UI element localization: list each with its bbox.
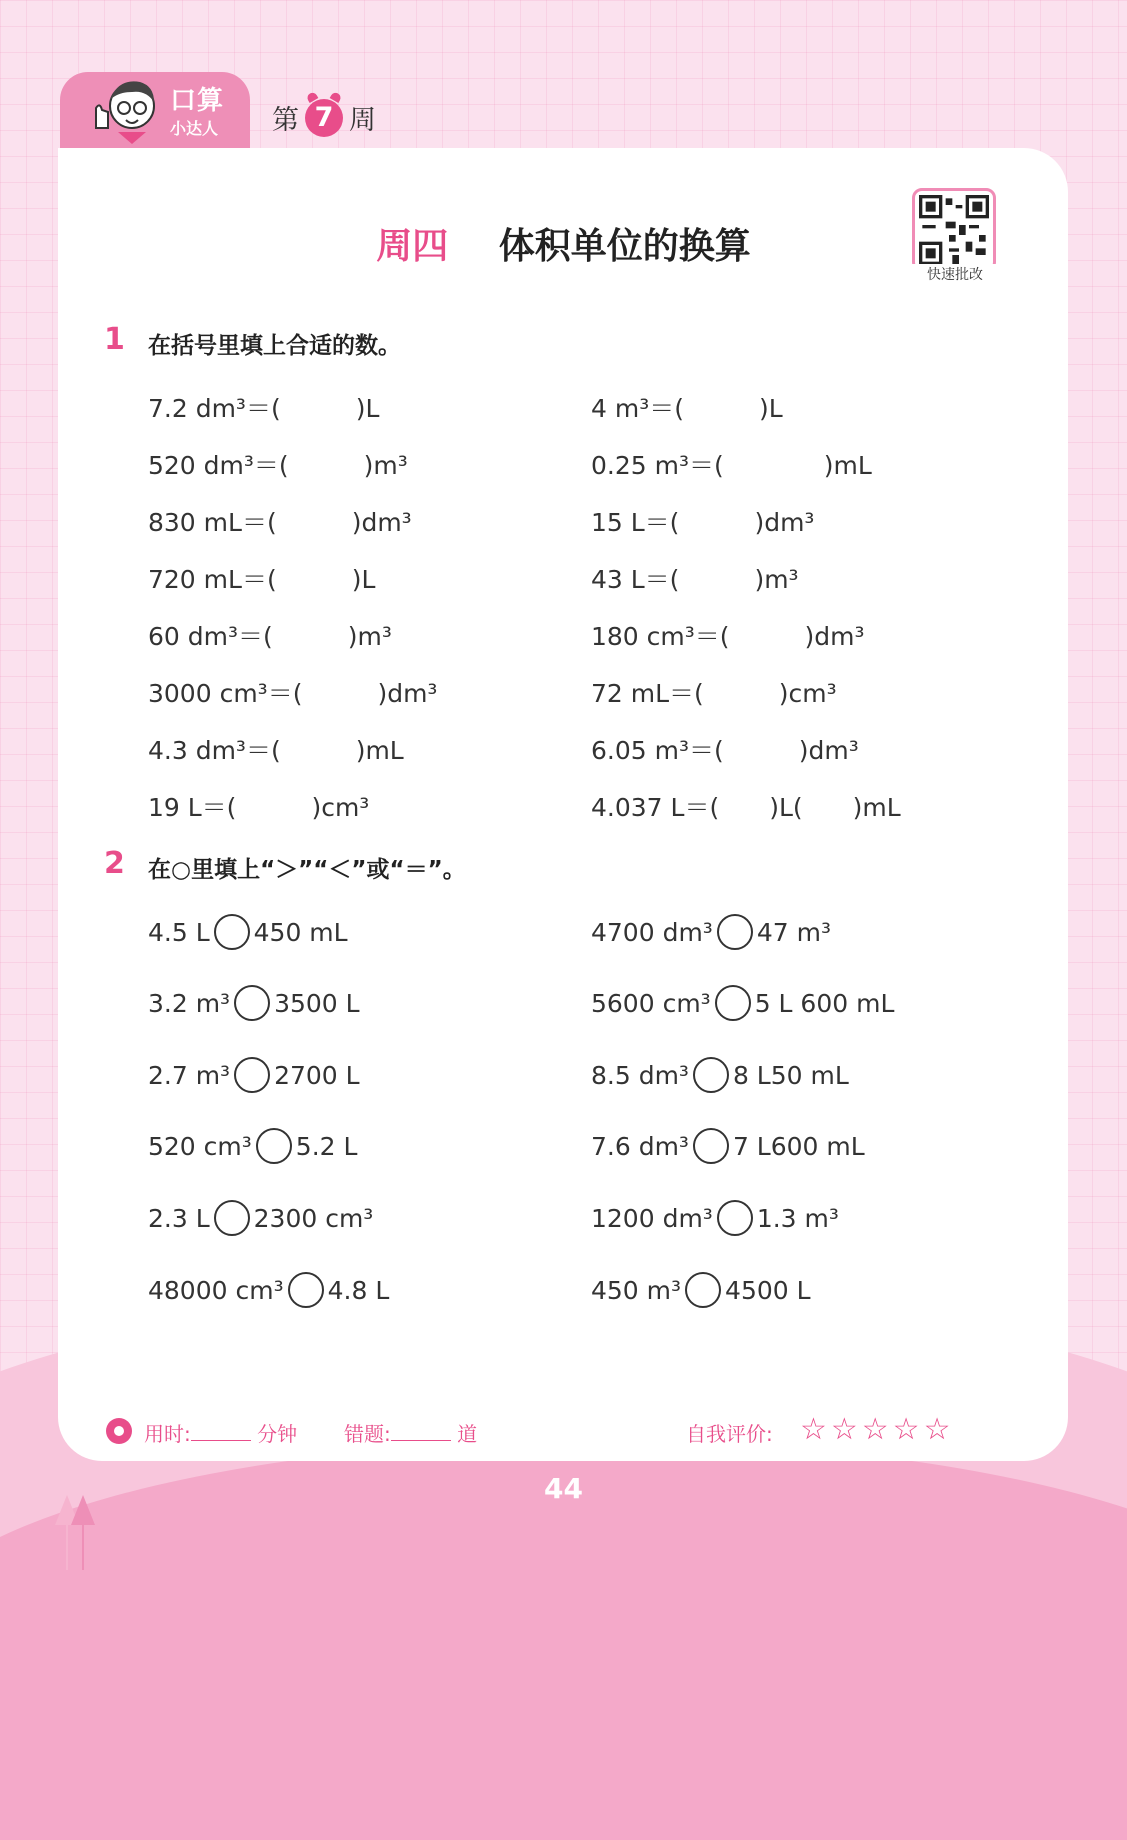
compare-right-value: 4500 L (725, 1275, 811, 1305)
compare-right-value: 450 mL (253, 917, 348, 947)
compare-left-value: 2.7 m³ (148, 1060, 231, 1090)
week-suffix: 周 (349, 105, 376, 136)
tree-icon (55, 1495, 105, 1570)
compare-exercise (591, 1272, 811, 1308)
fill-blank-exercise[interactable]: 720 mL＝( )L (148, 565, 376, 594)
compare-exercise (148, 1128, 357, 1164)
errors-blank[interactable] (391, 1422, 451, 1441)
compare-left-value: 1200 dm³ (591, 1203, 713, 1233)
answer-circle[interactable] (214, 1200, 250, 1236)
compare-exercise (148, 985, 360, 1021)
answer-circle[interactable] (214, 914, 250, 950)
week-label (272, 98, 376, 137)
week-number-badge: 7 (305, 99, 343, 137)
fill-blank-exercise[interactable]: 72 mL＝( )cm³ (591, 679, 837, 708)
answer-circle[interactable] (234, 1057, 270, 1093)
section1-number: 1 (104, 322, 125, 357)
compare-left-value: 4700 dm³ (591, 917, 713, 947)
compare-exercise (591, 1128, 865, 1164)
compare-right-value: 5 L 600 mL (754, 988, 895, 1018)
compare-left-value: 48000 cm³ (148, 1275, 284, 1305)
mascot-icon (88, 72, 168, 150)
stopwatch-icon (106, 1418, 132, 1444)
section2-number: 2 (104, 846, 125, 881)
answer-circle[interactable] (717, 914, 753, 950)
answer-circle[interactable] (715, 985, 751, 1021)
compare-exercise (591, 1200, 839, 1236)
answer-circle[interactable] (693, 1057, 729, 1093)
fill-blank-exercise[interactable]: 520 dm³＝( )m³ (148, 451, 408, 480)
section1-instruction: 在括号里填上合适的数。 (148, 333, 401, 359)
answer-circle[interactable] (288, 1272, 324, 1308)
time-field[interactable] (144, 1418, 297, 1447)
answer-circle[interactable] (256, 1128, 292, 1164)
errors-unit: 道 (457, 1422, 478, 1446)
qr-label: 快速批改 (912, 264, 998, 284)
compare-right-value: 8 L50 mL (732, 1060, 849, 1090)
fill-blank-exercise[interactable]: 6.05 m³＝( )dm³ (591, 736, 859, 765)
fill-blank-exercise[interactable]: 60 dm³＝( )m³ (148, 622, 392, 651)
errors-label: 错题: (344, 1422, 391, 1446)
compare-right-value: 47 m³ (756, 917, 831, 947)
compare-exercise (148, 1200, 373, 1236)
fill-blank-exercise[interactable]: 4.3 dm³＝( )mL (148, 736, 404, 765)
compare-right-value: 7 L600 mL (732, 1131, 865, 1161)
fill-blank-exercise[interactable]: 830 mL＝( )dm³ (148, 508, 412, 537)
compare-left-value: 450 m³ (591, 1275, 682, 1305)
compare-left-value: 4.5 L (148, 917, 210, 947)
fill-blank-exercise[interactable]: 4 m³＝( )L (591, 394, 783, 423)
title-topic: 体积单位的换算 (498, 226, 751, 267)
fill-blank-exercise[interactable]: 15 L＝( )dm³ (591, 508, 815, 537)
time-label: 用时: (144, 1422, 191, 1446)
answer-circle[interactable] (234, 985, 270, 1021)
compare-left-value: 5600 cm³ (591, 988, 711, 1018)
title-day: 周四 (376, 226, 449, 267)
answer-circle[interactable] (717, 1200, 753, 1236)
compare-left-value: 8.5 dm³ (591, 1060, 689, 1090)
fill-blank-exercise[interactable]: 7.2 dm³＝( )L (148, 394, 380, 423)
tab-title: 口算 (170, 86, 225, 116)
compare-right-value: 2300 cm³ (253, 1203, 374, 1233)
compare-right-value: 2700 L (274, 1060, 360, 1090)
compare-left-value: 2.3 L (148, 1203, 210, 1233)
card-corner-fill (58, 148, 250, 208)
fill-blank-exercise[interactable]: 4.037 L＝( )L( )mL (591, 793, 901, 822)
fill-blank-exercise[interactable]: 0.25 m³＝( )mL (591, 451, 872, 480)
tab-subtitle: 小达人 (170, 119, 219, 138)
compare-left-value: 7.6 dm³ (591, 1131, 689, 1161)
time-unit: 分钟 (257, 1422, 298, 1446)
time-blank[interactable] (191, 1422, 251, 1441)
compare-exercise (148, 1057, 360, 1093)
compare-exercise (591, 914, 831, 950)
compare-exercise (591, 985, 894, 1021)
fill-blank-exercise[interactable]: 180 cm³＝( )dm³ (591, 622, 865, 651)
qr-code-icon (919, 195, 989, 265)
section2-instruction: 在○里填上“＞”“＜”或“＝”。 (148, 857, 466, 883)
fill-blank-exercise[interactable]: 19 L＝( )cm³ (148, 793, 370, 822)
self-eval-label: 自我评价: (686, 1422, 773, 1446)
rating-stars[interactable]: ☆☆☆☆☆ (800, 1412, 955, 1447)
errors-field[interactable] (344, 1418, 477, 1447)
compare-right-value: 4.8 L (327, 1275, 390, 1305)
compare-exercise (148, 914, 348, 950)
compare-left-value: 520 cm³ (148, 1131, 252, 1161)
week-prefix: 第 (272, 105, 299, 136)
qr-code[interactable] (912, 188, 996, 272)
answer-circle[interactable] (693, 1128, 729, 1164)
answer-circle[interactable] (685, 1272, 721, 1308)
page-number: 44 (544, 1472, 583, 1505)
compare-exercise (148, 1272, 389, 1308)
fill-blank-exercise[interactable]: 3000 cm³＝( )dm³ (148, 679, 438, 708)
compare-exercise (591, 1057, 849, 1093)
compare-left-value: 3.2 m³ (148, 988, 231, 1018)
fill-blank-exercise[interactable]: 43 L＝( )m³ (591, 565, 799, 594)
compare-right-value: 3500 L (274, 988, 360, 1018)
compare-right-value: 5.2 L (295, 1131, 358, 1161)
compare-right-value: 1.3 m³ (756, 1203, 839, 1233)
